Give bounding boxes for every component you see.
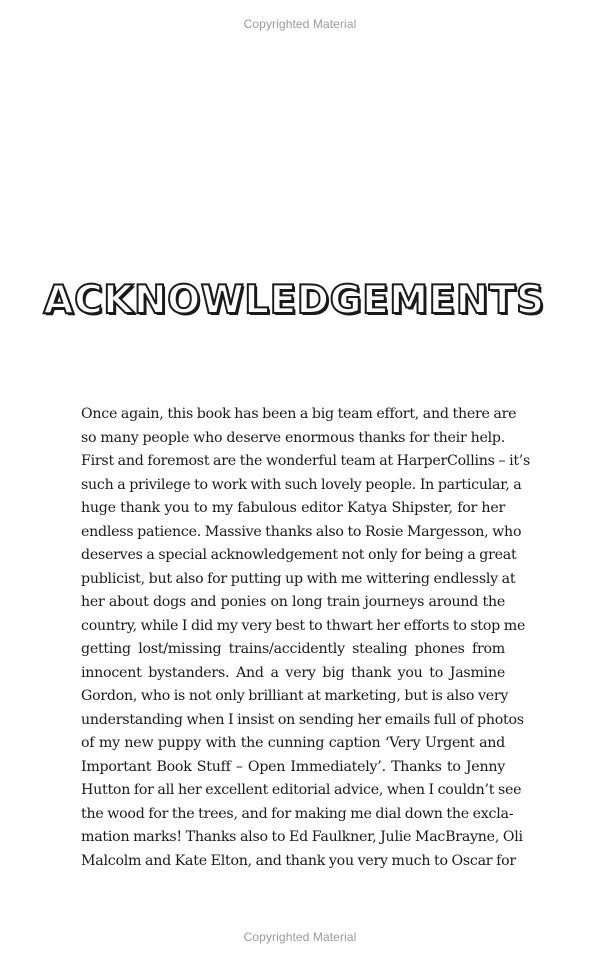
page-title: ACKNOWLEDGEMENTS — [43, 278, 545, 323]
body-line: country, while I did my very best to thwart her efforts to stop me — [81, 617, 526, 634]
body-line: publicist, but also for putting up with me wittering endlessly at — [81, 570, 516, 587]
body-line: deserves a special acknowledgement not only for being a great — [81, 547, 517, 563]
body-line: First and foremost are the wonderful team at HarperCollins – it’s — [81, 453, 531, 469]
body-line: huge thank you to my fabulous editor Katya Shipster, for her — [81, 500, 505, 516]
body-line: Once again, this book has been a big team effort, and there are — [81, 406, 517, 422]
body-line: Malcolm and Kate Elton, and thank you very much to Oscar for — [81, 852, 516, 869]
body-line: her about dogs and ponies on long train journeys around the — [81, 594, 505, 610]
copyright-watermark-top: Copyrighted Material — [243, 17, 357, 31]
copyright-watermark-bottom: Copyrighted Material — [243, 930, 357, 944]
body-line: getting lost/missing trains/accidently stealing phones from — [81, 641, 505, 657]
body-line: so many people who deserve enormous thanks for their help. — [81, 429, 505, 446]
body-line: Important Book Stuff – Open Immediately’. Thanks to Jenny — [81, 758, 505, 775]
acknowledgements-body — [81, 403, 531, 873]
body-line: understanding when I insist on sending her emails full of photos — [81, 711, 524, 728]
body-line: endless patience. Massive thanks also to Rosie Margesson, who — [81, 523, 522, 540]
body-line: such a privilege to work with such lovely people. In particular, a — [81, 476, 522, 493]
body-line: of my new puppy with the cunning caption ‘Very Urgent and — [81, 735, 505, 751]
body-line: Hutton for all her excellent editorial advice, when I couldn’t see — [81, 782, 522, 798]
body-line: the wood for the trees, and for making me dial down the excla- — [81, 805, 514, 822]
body-line: innocent bystanders. And a very big thank you to Jasmine — [81, 664, 505, 681]
body-line: mation marks! Thanks also to Ed Faulkner, Julie MacBrayne, Oli — [81, 829, 523, 845]
body-line: Gordon, who is not only brilliant at marketing, but is also very — [81, 688, 509, 704]
